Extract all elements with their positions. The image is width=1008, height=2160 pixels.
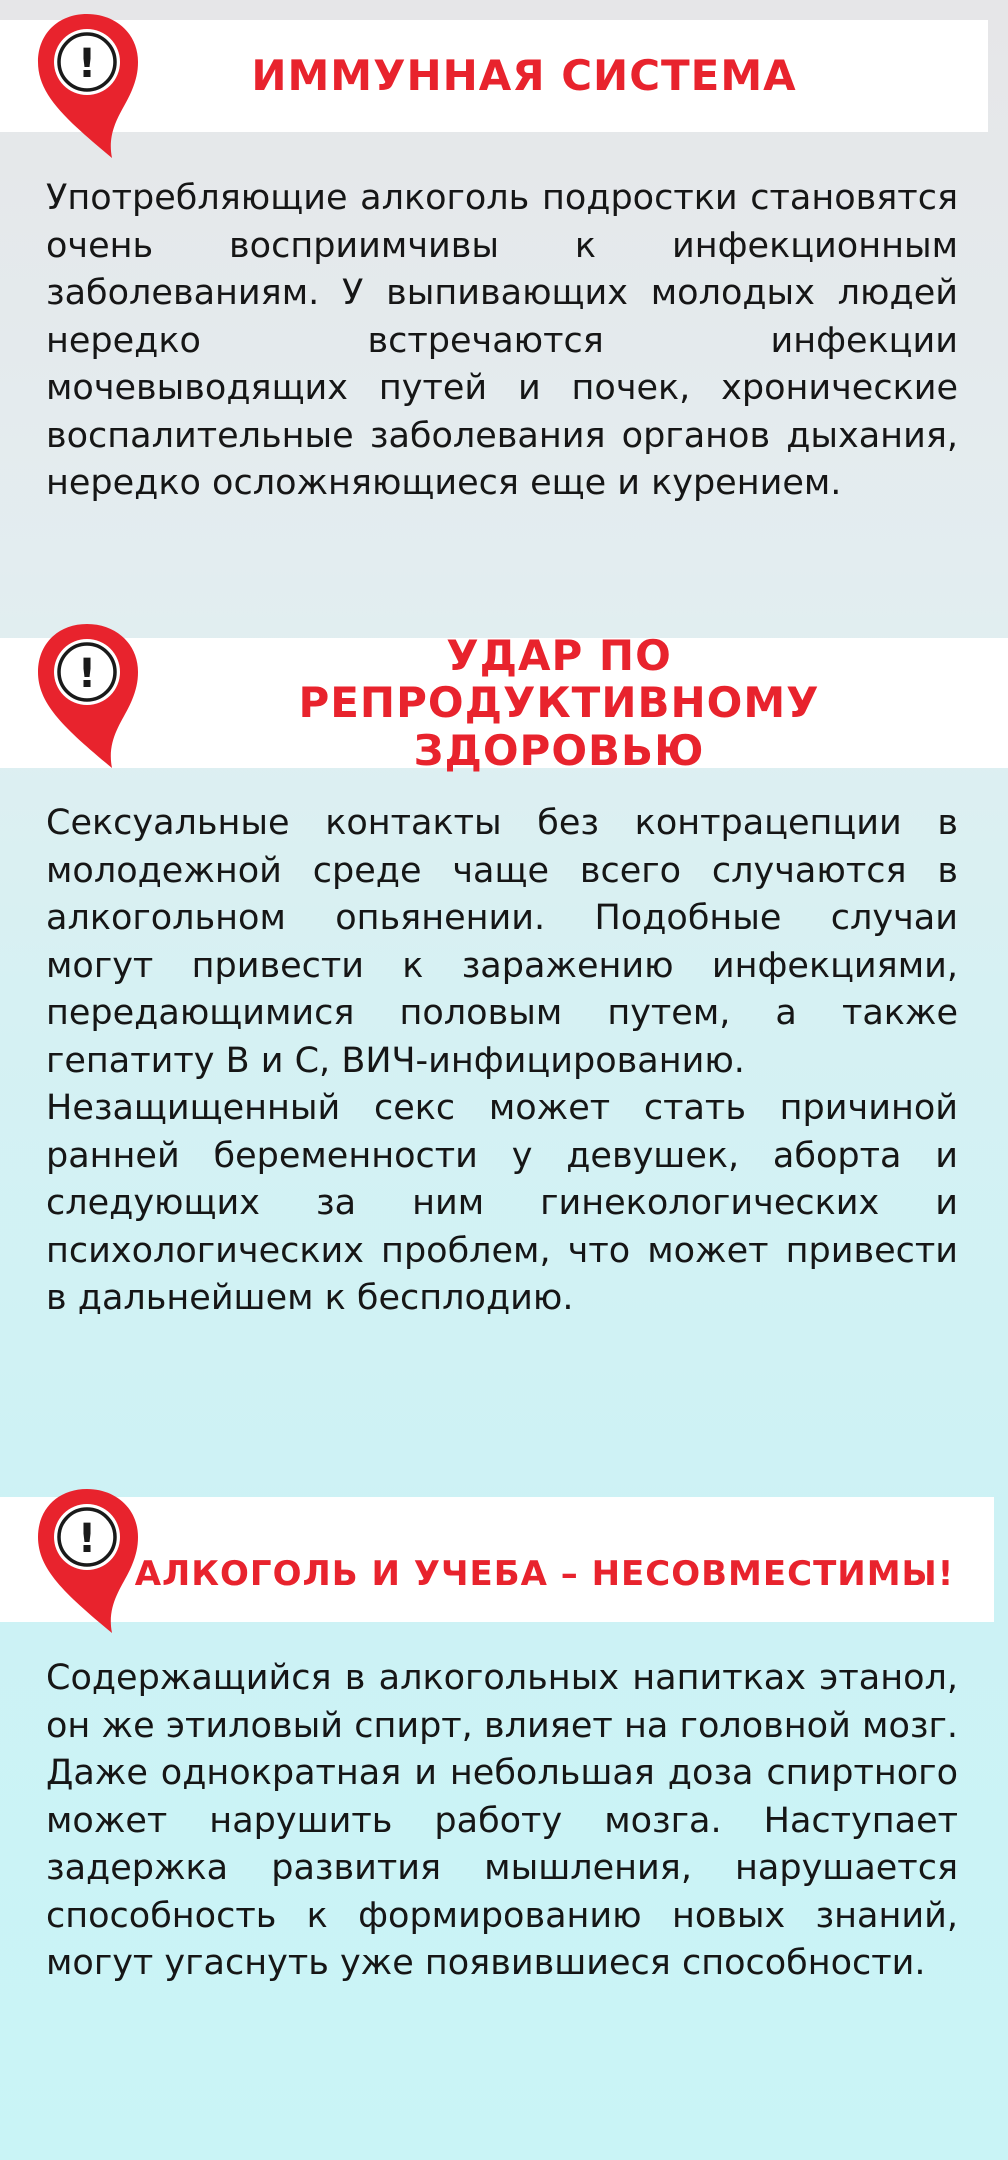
- section-body: [46, 1655, 958, 1988]
- section-header-study: [0, 1497, 994, 1622]
- exclamation-pin-icon: [32, 10, 142, 162]
- paragraph: Сексуальные контакты без контрацепции в молодежной среде чаще всего случаются в алкогольном опьянении. Подобные случаи могут привести к заражению инфекциями, передающимися половым путем, а также гепатиту В и С, ВИЧ-инфицированию.: [46, 803, 958, 1081]
- exclamation-pin-icon: [32, 1485, 142, 1637]
- section-header-reproductive: [0, 631, 1008, 775]
- exclamation-mark: !: [77, 41, 97, 87]
- exclamation-pin-icon: [32, 620, 142, 772]
- section-title: АЛКОГОЛЬ И УЧЕБА – НЕСОВМЕСТИМЫ!: [134, 1554, 955, 1595]
- section-title: УДАР ПО РЕПРОДУКТИВНОМУ ЗДОРОВЬЮ: [298, 631, 820, 775]
- section-body: [46, 175, 958, 508]
- exclamation-mark: !: [77, 1516, 97, 1562]
- section-body: [46, 800, 958, 1323]
- section-header-immune: [0, 20, 988, 132]
- paragraph: Употребляющие алкоголь подростки становятся очень восприимчивы к инфекционным заболеваниям. У выпивающих молодых людей нередко встречаются инфекции мочевыводящих путей и почек, хронические воспалительные заболевания органов дыхания, нередко осложняющиеся еще и курением.: [46, 178, 958, 503]
- paragraph: Содержащийся в алкогольных напитках этанол, он же этиловый спирт, влияет на головной мозг. Даже однократная и небольшая доза спиртного может нарушить работу мозга. Наступает задержка развития мышления, нарушается способность к формированию новых знаний, могут угаснуть уже появившиеся способности.: [46, 1658, 958, 1983]
- section-title: ИММУННАЯ СИСТЕМА: [251, 51, 797, 101]
- paragraph: Незащищенный секс может стать причиной ранней беременности у девушек, аборта и следующих за ним гинекологических и психологических проблем, что может привести в дальнейшем к бесплодию.: [46, 1088, 958, 1318]
- exclamation-mark: !: [77, 651, 97, 697]
